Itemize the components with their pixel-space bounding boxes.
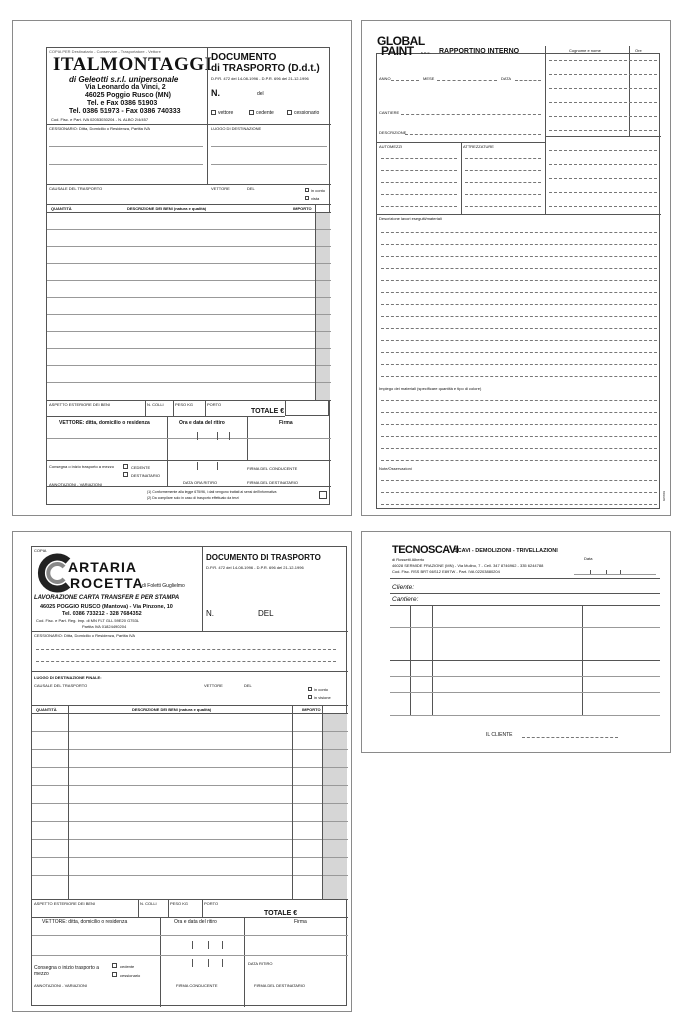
number-label: N. [211,88,220,98]
vettore-box-label: VETTORE: ditta, domicilio o residenza [59,420,150,426]
services: SCAVI - DEMOLIZIONI - TRIVELLAZIONI [454,548,558,554]
porto-label: PORTO [207,402,222,407]
automezzi-label: AUTOMEZZI [379,144,403,149]
opt-vista: vista [311,196,320,201]
company-city: 46025 Poggio Rusco (MN) [85,92,171,99]
vettore-label: VETTORE [211,186,230,191]
colli-label: N. COLLI [147,402,164,407]
col-descrizione: DESCRIZIONE DEI BENI (natura e qualità) [127,206,207,211]
cliente-label: Cliente: [392,584,415,591]
cantiere-label: CANTIERE [379,110,400,115]
descrizione-label: DESCRIZIONE [379,130,407,135]
italmontaggi-frame [46,47,330,505]
consegna-label: Consegna o inizio trasporto a mezzo [49,464,114,469]
cessionario-label: CESSIONARIO: Ditta, Domicilio o Residenza, Partita IVA [34,633,136,638]
firma-label: Firma [279,420,293,426]
anno-label: ANNO [379,76,391,81]
totale-label: TOTALE € [264,910,298,917]
doc-title: DOCUMENTO [211,52,277,63]
ora-label: Ora e data del ritiro [174,919,217,925]
col-descrizione: DESCRIZIONE DEI BENI (natura e qualità) [132,707,212,712]
col-importo: IMPORTO [302,707,321,712]
doc-ref: D.P.R. 472 del 14-08-1996 - D.P.R. 696 del 21-12-1996 [211,76,309,81]
address: 46025 POGGIO RUSCO (Mantova) - Via Pinzone, 10 [40,604,173,610]
company-subtitle: di Geleotti s.r.l. unipersonale [69,75,179,84]
phones: Tel. 0386 733212 - 328 7684352 [62,611,142,617]
vat: Cod. Fisc. RSS BRT 66S12 E897W - Part. IVA 02203880204 [392,569,500,574]
firma-destinatario: FIRMA DEL DESTINATARIO [247,480,299,485]
in-conto-checkbox[interactable] [308,687,312,691]
footer-line-2: (2) Da compilare solo in caso di trasporto effettuato da terzi [147,496,239,500]
porto-label: PORTO [204,901,219,906]
opt-in-conto: in conto [314,687,329,692]
cessionario-checkbox[interactable] [112,972,117,977]
top-note: COPIA [34,548,47,553]
company-name: ITALMONTAGGI [53,54,213,75]
owner: di Rossetti Alberto [392,557,425,562]
in-conto-checkbox[interactable] [305,188,309,192]
col-quantita: QUANTITÀ [36,707,57,712]
logo-line-1: GLOBAL [377,34,425,48]
cessionario-checkbox[interactable] [287,110,292,115]
opt-destinatario: DESTINATARIO [131,473,160,478]
footer-checkbox[interactable] [319,491,327,499]
logo-suffix: s.n.c. [421,50,431,55]
materiale-label: Impiego dei materiali (specificare quantità e tipo di colore) [379,386,482,391]
mittente-checkbox[interactable] [123,464,128,469]
col-quantita: QUANTITÀ [51,206,72,211]
company-telfax: Tel. e Fax 0386 51903 [87,100,158,107]
totale-box[interactable] [285,400,329,416]
data-label: DATA [501,76,512,81]
vista-checkbox[interactable] [305,196,309,200]
note-label: Note/Osservazioni [379,466,412,471]
company-name: TECNOSCAVI [392,544,459,556]
mese-label: MESE [423,76,435,81]
causale-label: CAUSALE DEL TRASPORTO [49,186,103,191]
opt-cedente: cedente [120,964,135,969]
tagline: LAVORAZIONE CARTA TRANSFER E PER STAMPA [34,595,180,601]
totale-label: TOTALE € [251,408,285,415]
footer-line-1: (1) Conformemente alla legge 675/96, i dati vengono trattati ai sensi dell'informativa [147,490,277,494]
rapportino-title: RAPPORTINO INTERNO [439,48,520,55]
cantiere-label: Cantiere: [392,596,419,603]
side-code: GP/001 [662,490,666,501]
ora-label: Ora e data del ritiro [179,420,225,426]
firma-conducente: FIRMA DEL CONDUCENTE [247,466,298,471]
opt-mittente: CEDENTE [131,465,151,470]
data-ritiro: DATA RITIRO [248,961,273,966]
vat: Cod. Fisc. e Part. Reg. Imp. di MN FLT GLL 59E20 G753L [36,618,140,623]
opt-cessionario: cessionario [294,110,320,116]
vettore-box-label: VETTORE: ditta, domicilio o residenza [42,919,128,925]
opt-visione: in visione [314,695,331,700]
data-label: Data [584,556,593,561]
del-label: DEL [258,609,274,618]
attrezzature-label: ATTREZZATURE [463,144,494,149]
opt-vettore: vettore [218,110,234,116]
cessionario-label: CESSIONARIO: Ditta, Domicilio o Residenza, Partita IVA [49,126,151,131]
del-small: DEL [244,683,252,688]
peso-label: PESO KG [175,402,194,407]
logo-artaria: ARTARIA [68,559,137,575]
destinazione-label: LUOGO DI DESTINAZIONE FINALE: [34,675,102,680]
vettore-label: VETTORE [204,683,223,688]
doc-ref: D.P.R. 472 del 14-08-1996 - D.P.R. 696 del 21-12-1996 [206,565,304,570]
col-importo: IMPORTO [293,206,312,211]
cedente-checkbox[interactable] [112,963,117,968]
visione-checkbox[interactable] [308,695,312,699]
lavori-label: Descrizione lavori eseguiti/materiali [379,216,442,221]
opt-in-conto: in conto [311,188,326,193]
annotazioni-label: ANNOTAZIONI - VARIAZIONI [49,482,102,487]
top-note: COPIA PER Destinatario - Conservare - Trasportatore - Vettore [49,49,161,54]
cartaria-form [12,531,352,1012]
colli-label: N. COLLI [140,901,157,906]
cartaria-frame [31,546,347,1006]
logo-line-2: PAINT [381,44,414,58]
company-vat: Cod. Fisc. e Part. IVA 02053030204 - N. ALBO 2/4/457 [51,117,149,122]
firma-label: IL CLIENTE [486,732,513,738]
number-label: N. [206,609,214,618]
opt-cessionario: cessionario [120,973,141,978]
company-address: Via Leonardo da Vinci, 2 [85,84,166,91]
aspetto-label: ASPETTO ESTERIORE DEI BENI [34,901,96,906]
causale-label: CAUSALE DEL TRASPORTO [34,683,88,688]
annotazioni-label: ANNOTAZIONI - VARIAZIONI [34,983,87,988]
tecnoscavi-form [361,531,671,753]
firma-label: Firma [294,919,307,925]
consegna-label: Consegna o inizio trasporto a mezzo [34,965,100,977]
ore-label: Ore [635,48,642,53]
del-small: DEL [247,186,255,191]
doc-subtitle: di TRASPORTO (D.d.t.) [211,63,320,74]
destinazione-label: LUOGO DI DESTINAZIONE [211,126,262,131]
top-right-label: Cognome e nome [569,48,601,53]
logo-rocetta: ROCETTA [70,575,144,591]
opt-cedente: cedente [256,110,274,116]
italmontaggi-form [12,20,352,516]
destinatario-checkbox[interactable] [123,472,128,477]
company-phones: Tel. 0386 51973 - Fax 0386 740333 [69,108,181,115]
firma-destinatario: FIRMA DEL DESTINATARIO [254,983,306,988]
owner: di Foletti Guglielmo [142,583,185,589]
piva: Partita IVA 01824490204 [82,624,127,629]
globalpaint-frame [376,34,660,509]
peso-label: PESO KG [170,901,189,906]
firma-conducente: FIRMA CONDUCENTE [176,983,218,988]
vettore-checkbox[interactable] [211,110,216,115]
data-ora: DATA ORA RITIRO [183,480,218,485]
aspetto-label: ASPETTO ESTERIORE DEI BENI [49,402,111,407]
globalpaint-form [361,20,671,516]
cedente-checkbox[interactable] [249,110,254,115]
del-label: del [257,91,264,97]
address: 46028 SERMIDE FRAZIONE (MN) - Via Mulino, 7 - Cell. 347 8746962 - 335 6244788 [392,563,544,568]
doc-title: DOCUMENTO DI TRASPORTO [206,553,321,562]
